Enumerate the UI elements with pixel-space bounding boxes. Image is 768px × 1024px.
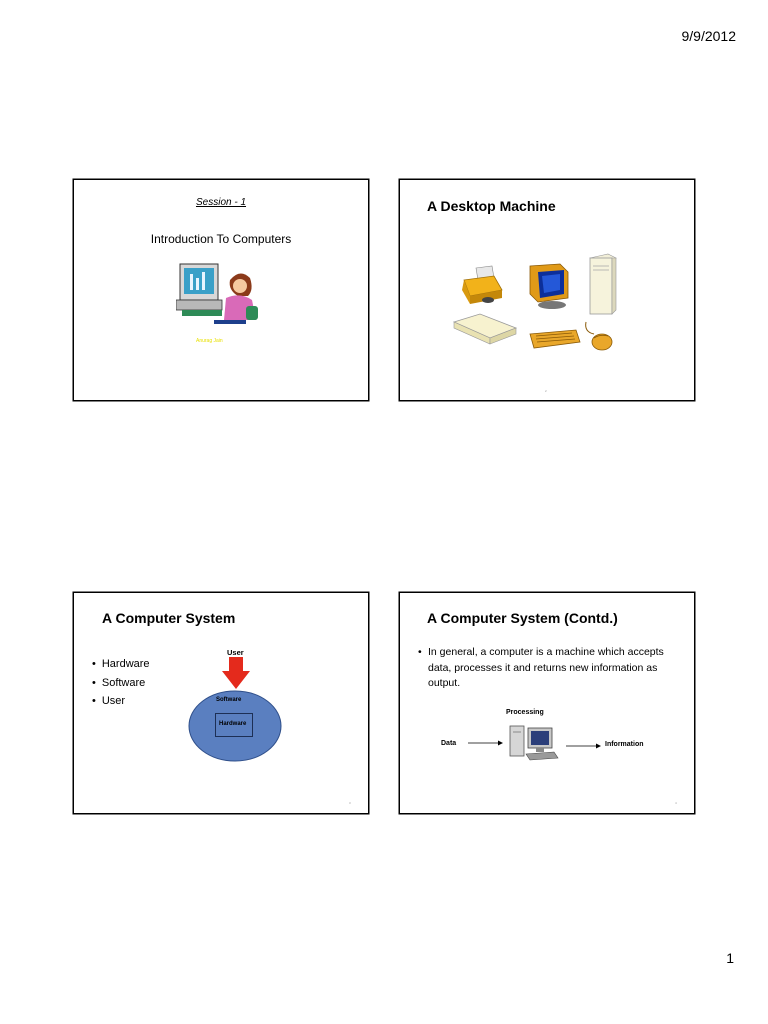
software-label: Software (216, 697, 242, 703)
slide-2-number: 2 (545, 389, 547, 393)
bullet-item: • Software (92, 674, 150, 693)
slide-4-paragraph (418, 645, 668, 692)
computer-icon (508, 722, 560, 762)
person-at-computer-icon (176, 260, 262, 326)
slide-1-title: Introduction To Computers (150, 232, 292, 246)
bullet-item: • User (92, 692, 150, 711)
processing-label: Processing (506, 709, 544, 716)
user-label: User (227, 648, 244, 657)
output-arrow-icon (566, 742, 602, 750)
slide-4-title: A Computer System (Contd.) (427, 610, 618, 626)
slide-3-title: A Computer System (102, 610, 236, 626)
slide-4 (399, 592, 695, 814)
slide-2-title: A Desktop Machine (427, 198, 556, 214)
bullet-item: • Hardware (92, 655, 150, 674)
bullet-dot: • (418, 646, 422, 658)
page-number: 1 (726, 950, 734, 966)
printer-icon (458, 264, 506, 308)
session-label: Session - 1 (195, 197, 247, 208)
author-name: Anurag Jain (196, 338, 223, 344)
mouse-icon (582, 318, 618, 354)
down-arrow-icon (222, 657, 250, 689)
data-label: Data (441, 740, 457, 747)
slide-4-number: 4 (675, 801, 677, 805)
slide-2 (399, 179, 695, 401)
input-arrow-icon (468, 739, 504, 747)
slide-3 (73, 592, 369, 814)
monitor-icon (524, 262, 574, 310)
slide-1 (73, 179, 369, 401)
tower-case-icon (586, 252, 620, 316)
information-label: Information (605, 741, 644, 748)
slide-4-text: In general, a computer is a machine which accepts data, processes it and returns new information as output. (428, 646, 664, 689)
page-date: 9/9/2012 (681, 28, 736, 44)
keyboard-icon (528, 328, 582, 350)
scanner-icon (450, 310, 520, 350)
hardware-label: Hardware (219, 721, 247, 727)
slide-3-number: 3 (349, 801, 351, 805)
bullet-list (92, 655, 150, 711)
